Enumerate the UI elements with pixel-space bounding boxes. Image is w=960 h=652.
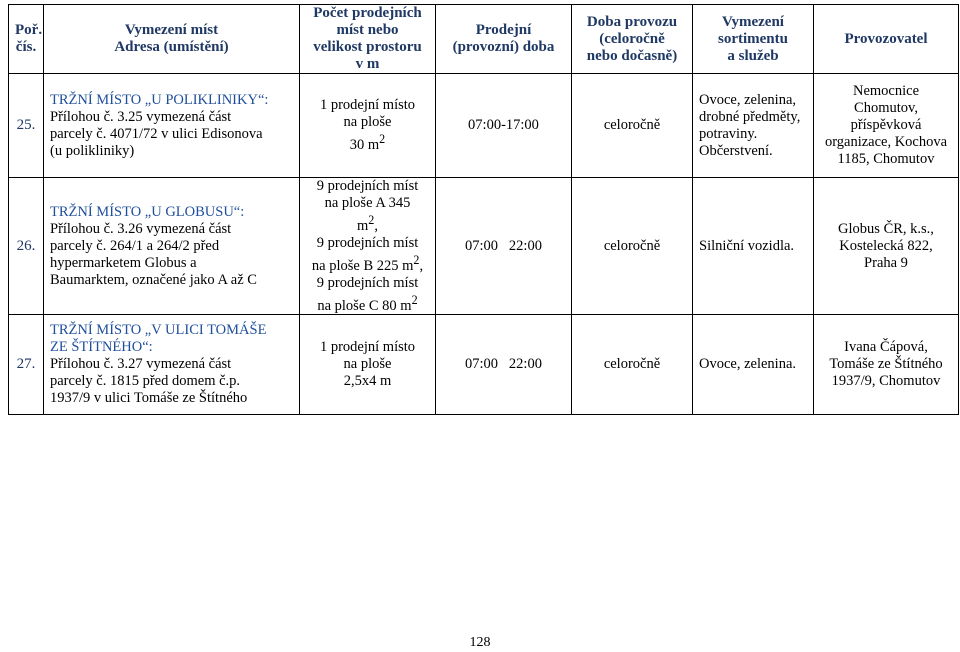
count-cell: 1 prodejní místo na ploše 2,5x4 m [300,315,436,415]
count-cell: 1 prodejní místo na ploše 30 $m^2$ [300,74,436,178]
place-cell: TRŽNÍ MÍSTO „V ULICI TOMÁŠE ZE ŠTÍTNÉHO“: Přílohou č. 3.27 vymezená část parcely č. 1815 před domem č.p. 1937/9 v ulici Tomáše ze Štítného [44,315,300,415]
header-hours: Prodejní (provozní) doba [436,5,572,74]
table-row [9,74,959,178]
row-number: 25. [9,74,44,178]
table-row [9,315,959,415]
header-number: Poř. čís. [9,5,44,74]
duration-cell: celoročně [572,74,693,178]
header-duration: Doba provozu (celoročně nebo dočasně) [572,5,693,74]
header-assortment: Vymezení sortimentu a služeb [693,5,814,74]
market-places-table [8,4,958,415]
row-number: 26. [9,178,44,315]
place-title: TRŽNÍ MÍSTO „U GLOBUSU“: [50,203,245,220]
operator-cell: Globus ČR, k.s., Kostelecká 822, Praha 9 [814,178,959,315]
header-count: Počet prodejních míst nebo velikost prostoru v m [300,5,436,74]
assortment-cell: Ovoce, zelenina. [693,315,814,415]
header-place: Vymezení míst Adresa (umístění) [44,5,300,74]
count-cell: 9 prodejních míst na ploše A 345 $m^2$, 9 prodejních míst na ploše B 225 $m^2$, 9 prodejních míst na ploše C 80 $m^2$ [300,178,436,315]
operator-cell: Ivana Čápová, Tomáše ze Štítného 1937/9, Chomutov [814,315,959,415]
place-title: TRŽNÍ MÍSTO „U POLIKLINIKY“: [50,91,269,108]
table-header-row [9,5,959,74]
duration-cell: celoročně [572,178,693,315]
hours-cell: 07:00 22:00 [436,315,572,415]
place-cell: TRŽNÍ MÍSTO „U GLOBUSU“: Přílohou č. 3.26 vymezená část parcely č. 264/1 a 264/2 před hypermarketem Globus a Baumarktem, označené jako A až C [44,178,300,315]
table-row [9,178,959,315]
place-cell: TRŽNÍ MÍSTO „U POLIKLINIKY“: Přílohou č. 3.25 vymezená část parcely č. 4071/72 v ulici Edisonova (u polikliniky) [44,74,300,178]
operator-cell: Nemocnice Chomutov, příspěvková organizace, Kochova 1185, Chomutov [814,74,959,178]
row-number: 27. [9,315,44,415]
assortment-cell: Silniční vozidla. [693,178,814,315]
page-number: 128 [469,635,491,650]
place-title-cont: ZE ŠTÍTNÉHO“: [50,339,153,356]
hours-cell: 07:00-17:00 [436,74,572,178]
assortment-cell: Ovoce, zelenina, drobné předměty, potraviny. Občerstvení. [693,74,814,178]
place-title: TRŽNÍ MÍSTO „V ULICI TOMÁŠE [50,322,267,339]
header-operator: Provozovatel [814,5,959,74]
duration-cell: celoročně [572,315,693,415]
hours-cell: 07:00 22:00 [436,178,572,315]
